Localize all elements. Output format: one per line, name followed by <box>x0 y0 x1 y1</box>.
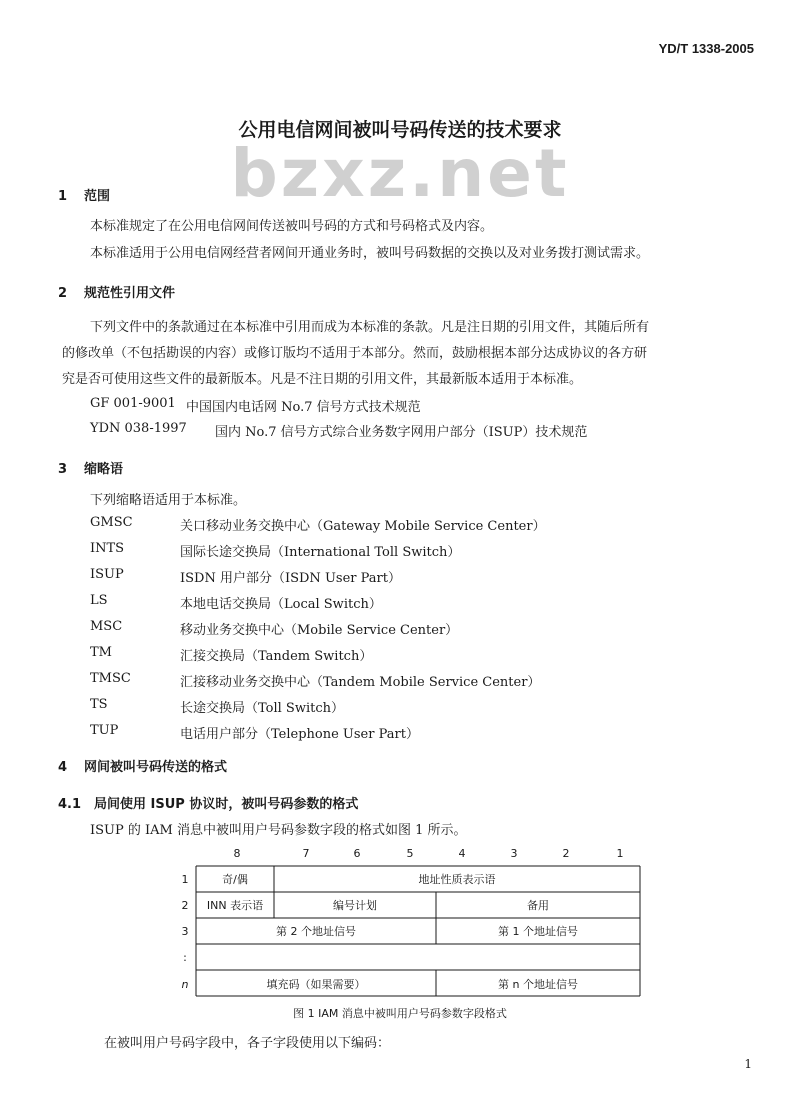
bit-label: 7 <box>302 847 310 860</box>
cell-numbering-plan: 编号计划 <box>333 899 377 912</box>
abbreviation-term: GMSC <box>90 515 133 530</box>
document-title: 公用电信网间被叫号码传送的技术要求 <box>238 119 562 141</box>
section-2-paragraph-line: 下列文件中的条款通过在本标准中引用而成为本标准的条款。凡是注日期的引用文件，其随后所有 <box>90 320 650 335</box>
reference-code: YDN 038-1997 <box>90 421 187 436</box>
bit-label: 8 <box>233 847 241 860</box>
abbreviation-definition: 汇接交换局（Tandem Switch） <box>180 649 373 664</box>
section-3-heading: 3 缩略语 <box>58 462 124 477</box>
abbreviation-term: TMSC <box>90 671 131 686</box>
cell-nth-address-signal: 第 n 个地址信号 <box>498 978 578 991</box>
bit-label: 4 <box>458 847 466 860</box>
section-1-paragraph: 本标准规定了在公用电信网间传送被叫号码的方式和号码格式及内容。 <box>90 219 494 234</box>
reference-code: GF 001-9001 <box>90 396 176 411</box>
section-4-1-heading: 4.1 局间使用 ISUP 协议时，被叫号码参数的格式 <box>58 797 359 812</box>
page-number: 1 <box>744 1057 752 1071</box>
abbreviation-term: INTS <box>90 541 125 556</box>
abbreviation-definition: 关口移动业务交换中心（Gateway Mobile Service Center） <box>180 519 546 534</box>
abbreviation-definition: ISDN 用户部分（ISDN User Part） <box>180 571 401 586</box>
cell-first-address-signal: 第 1 个地址信号 <box>498 925 578 938</box>
abbreviation-definition: 汇接移动业务交换中心（Tandem Mobile Service Center） <box>180 675 541 690</box>
cell-second-address-signal: 第 2 个地址信号 <box>276 925 356 938</box>
figure-caption: 图 1 IAM 消息中被叫用户号码参数字段格式 <box>293 1007 507 1020</box>
abbreviation-term: MSC <box>90 619 123 634</box>
watermark: bzxz.net <box>230 135 570 212</box>
abbreviation-definition: 电话用户部分（Telephone User Part） <box>180 727 419 742</box>
section-1-heading: 1 范围 <box>58 189 111 204</box>
reference-title: 国内 No.7 信号方式综合业务数字网用户部分（ISUP）技术规范 <box>215 425 588 440</box>
section-4-1-intro: ISUP 的 IAM 消息中被叫用户号码参数字段的格式如图 1 所示。 <box>90 823 467 838</box>
cell-odd-even: 奇/偶 <box>222 873 248 886</box>
cell-spare: 备用 <box>527 899 549 912</box>
reference-title: 中国国内电话网 No.7 信号方式技术规范 <box>186 400 421 415</box>
bit-label: 6 <box>353 847 361 860</box>
closing-paragraph: 在被叫用户号码字段中，各子字段使用以下编码： <box>104 1036 391 1051</box>
section-4-heading: 4 网间被叫号码传送的格式 <box>58 760 228 775</box>
row-label: n <box>181 978 189 991</box>
row-label: 2 <box>181 899 189 912</box>
abbreviation-term: LS <box>90 593 108 608</box>
section-2-paragraph-line: 究是否可使用这些文件的最新版本。凡是不注日期的引用文件，其最新版本适用于本标准。 <box>62 372 583 387</box>
row-label: 3 <box>181 925 189 938</box>
section-3-intro: 下列缩略语适用于本标准。 <box>90 493 247 508</box>
cell-nature-of-address: 地址性质表示语 <box>418 873 496 886</box>
bit-label: 2 <box>562 847 570 860</box>
section-1-paragraph: 本标准适用于公用电信网经营者网间开通业务时，被叫号码数据的交换以及对业务拨打测试需求。 <box>90 246 650 261</box>
abbreviation-term: TS <box>90 697 108 712</box>
abbreviation-definition: 国际长途交换局（International Toll Switch） <box>180 545 461 560</box>
abbreviation-term: TM <box>90 645 112 660</box>
row-label: 1 <box>181 873 189 886</box>
abbreviation-term: TUP <box>90 723 119 738</box>
bit-label: 1 <box>616 847 624 860</box>
abbreviation-definition: 本地电话交换局（Local Switch） <box>180 597 382 612</box>
abbreviation-definition: 移动业务交换中心（Mobile Service Center） <box>180 623 459 638</box>
standard-number: YD/T 1338-2005 <box>658 41 754 56</box>
section-2-paragraph-line: 的修改单（不包括勘误的内容）或修订版均不适用于本部分。然而，鼓励根据本部分达成协议的各方研 <box>62 346 648 361</box>
abbreviation-term: ISUP <box>90 567 124 582</box>
section-2-heading: 2 规范性引用文件 <box>58 286 176 301</box>
cell-filler: 填充码（如果需要） <box>266 978 366 991</box>
bit-label: 5 <box>406 847 414 860</box>
cell-inn-indicator: INN 表示语 <box>206 899 264 912</box>
bit-label: 3 <box>510 847 518 860</box>
abbreviation-definition: 长途交换局（Toll Switch） <box>180 701 345 716</box>
row-label: : <box>183 951 187 964</box>
